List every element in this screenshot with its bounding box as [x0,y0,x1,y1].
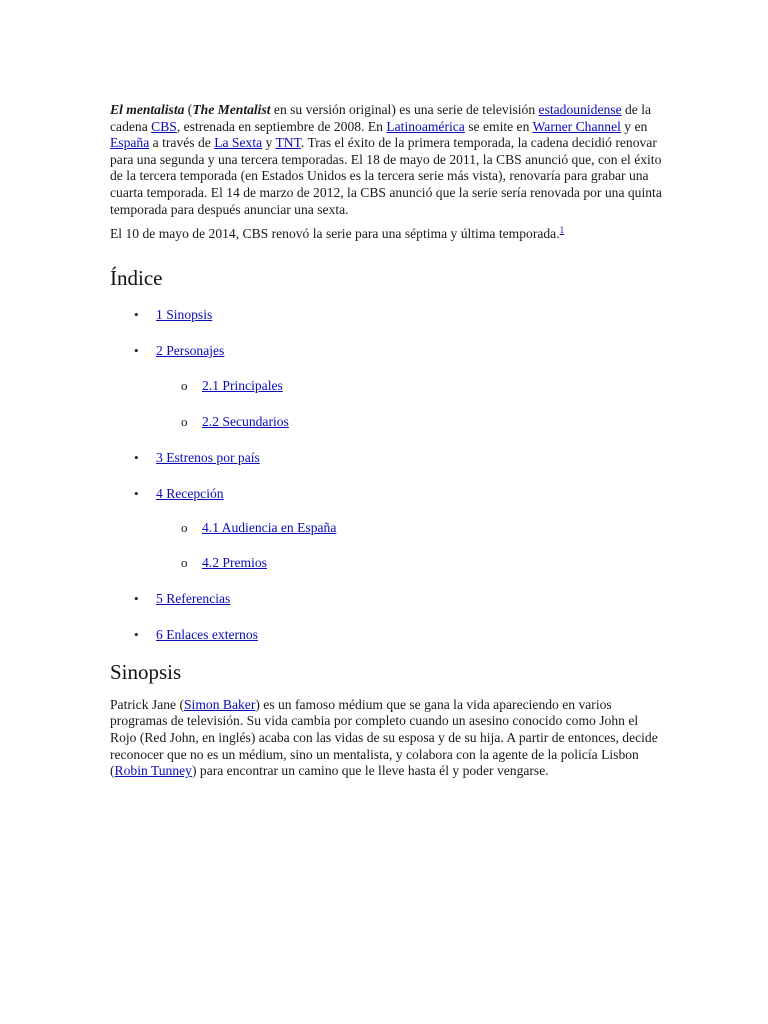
toc-item [110,555,662,571]
bullet-icon: • [134,590,139,606]
sinopsis-heading: Sinopsis [110,659,182,684]
toc-link[interactable]: 6 Enlaces externos [156,626,258,642]
link-simon-baker[interactable]: Simon Baker [183,696,256,712]
toc-item [110,343,662,359]
sinopsis-text: ) para encontrar un camino que le lleve hasta él y poder vengarse. [191,763,549,779]
intro-text: de la cadena [110,102,652,134]
circle-bullet-icon: o [181,413,188,429]
toc-link[interactable]: 3 Estrenos por país [156,449,260,465]
intro-text: ( [184,102,193,117]
title-spanish: El mentalista [110,102,185,117]
toc-item [110,378,662,394]
toc-item [110,591,662,607]
toc-link[interactable]: 4.1 Audiencia en España [202,519,337,535]
toc-item [110,520,662,536]
link-cbs[interactable]: CBS [151,118,177,134]
circle-bullet-icon: o [181,377,188,393]
toc-item [110,307,662,323]
bullet-icon: • [134,306,139,322]
link-warner-channel[interactable]: Warner Channel [532,118,621,134]
toc-link[interactable]: 4 Recepción [156,485,224,501]
toc-item [110,486,662,502]
toc-item [110,414,662,430]
table-of-contents [110,307,662,643]
sinopsis-text: ) es un famoso médium que se gana la vida apareciendo en varios programas de televisión. Su vida cambia por completo cuando un asesino conocido como John el Rojo (Red John, en inglés) acaba con las vidas de su esposa y de su hija. A partir de entonces, decide reconocer que no es un médium, sino un mentalista, y colabora con la agente de la policía Lisbon ( [110,696,658,779]
intro-text: , estrenada en septiembre de 2008. En [176,118,387,134]
toc-link[interactable]: 5 Referencias [156,590,231,606]
toc-link[interactable]: 2.1 Principales [202,377,283,393]
toc-link[interactable]: 1 Sinopsis [156,306,213,322]
intro-text: a través de [149,135,215,151]
link-robin-tunney[interactable]: Robin Tunney [114,763,192,779]
document-page [110,102,662,780]
reference-link[interactable]: 1 [559,225,565,236]
bullet-icon: • [134,626,139,642]
intro-text: . Tras el éxito de la primera temporada, la cadena decidió renovar para una segunda y una tercera temporadas. El 18 de mayo de 2011, la CBS anunció que, con el éxito de la tercera temporada (en Estados Unidos es la tercera serie más vista), renovaría para grabar una cuarta temporada. El 14 de marzo de 2012, la CBS anunció que la serie sería renovada por una quinta temporada para después anunciar una sexta. [110,135,662,217]
circle-bullet-icon: o [181,554,188,570]
sinopsis-paragraph [110,697,662,780]
bullet-icon: • [134,485,139,501]
sinopsis-text: Patrick Jane ( [110,696,184,712]
intro-text: y [262,135,276,151]
link-tnt[interactable]: TNT [275,135,301,151]
bullet-icon: • [134,342,139,358]
link-espana[interactable]: España [110,135,150,151]
toc-link[interactable]: 2 Personajes [156,342,225,358]
link-latinoamerica[interactable]: Latinoamérica [386,118,465,134]
intro-text: y en [620,118,648,134]
intro-paragraph [110,102,662,218]
title-english: The Mentalist [192,102,271,117]
toc-item [110,627,662,643]
link-estadounidense[interactable]: estadounidense [538,102,622,117]
intro-text: en su versión original) es una serie de televisión [270,102,539,117]
toc-heading: Índice [110,265,163,290]
circle-bullet-icon: o [181,519,188,535]
toc-link[interactable]: 4.2 Premios [202,554,267,570]
renewal-text: El 10 de mayo de 2014, CBS renovó la serie para una séptima y última temporada. [110,226,560,242]
bullet-icon: • [134,449,139,465]
toc-item [110,450,662,466]
link-la-sexta[interactable]: La Sexta [214,135,263,151]
renewal-paragraph [110,226,662,243]
intro-text: se emite en [464,118,533,134]
toc-link[interactable]: 2.2 Secundarios [202,413,289,429]
